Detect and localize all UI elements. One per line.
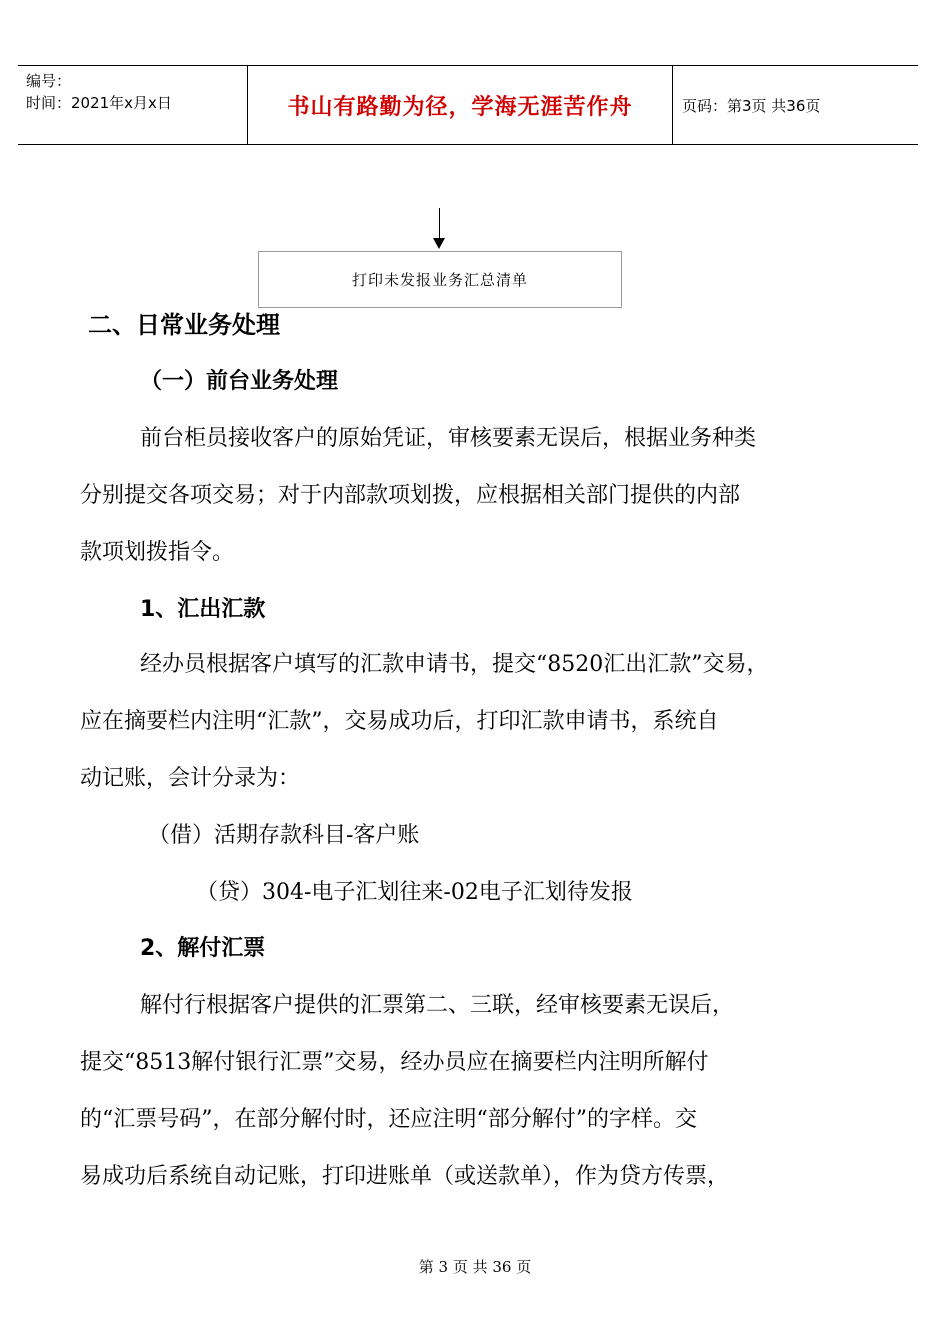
flow-arrow-line [439, 208, 440, 240]
accounting-entry-credit: （贷）304-电子汇划往来-02电子汇划待发报 [196, 880, 633, 905]
paragraph-line: 提交“8513解付银行汇票”交易，经办员应在摘要栏内注明所解付 [80, 1050, 709, 1075]
document-number-label: 编号： [26, 72, 72, 90]
paragraph-line: 应在摘要栏内注明“汇款”，交易成功后，打印汇款申请书，系统自 [80, 709, 719, 734]
header-divider [672, 66, 673, 144]
item-title: 1、汇出汇款 [140, 597, 266, 622]
paragraph-line: 经办员根据客户填写的汇款申请书，提交“8520汇出汇款”交易， [140, 652, 769, 677]
document-time: 时间：2021年x月x日 [26, 94, 172, 112]
item-title: 2、解付汇票 [140, 936, 266, 961]
flow-box-label: 打印未发报业务汇总清单 [351, 271, 528, 289]
header-motto: 书山有路勤为径，学海无涯苦作舟 [287, 94, 633, 120]
flow-arrow-head [433, 238, 445, 249]
paragraph-line: 易成功后系统自动记账，打印进账单（或送款单），作为贷方传票， [80, 1164, 730, 1189]
paragraph-line: 分别提交各项交易；对于内部款项划拨，应根据相关部门提供的内部 [80, 483, 741, 508]
paragraph-line: 的“汇票号码”，在部分解付时，还应注明“部分解付”的字样。交 [80, 1107, 697, 1132]
paragraph-line: 动记账，会计分录为： [80, 766, 301, 791]
accounting-entry-debit: （借）活期存款科目-客户账 [148, 823, 420, 848]
flow-box [258, 251, 622, 308]
page-header [18, 65, 918, 145]
section-title: 二、日常业务处理 [88, 311, 280, 339]
header-page-info: 页码：第3页 共36页 [682, 96, 821, 115]
page-footer: 第 3 页 共 36 页 [418, 1258, 532, 1276]
header-meta [26, 70, 172, 114]
paragraph-line: 解付行根据客户提供的汇票第二、三联，经审核要素无误后， [140, 993, 735, 1018]
paragraph-line: 款项划拨指令。 [80, 540, 235, 565]
paragraph-line: 前台柜员接收客户的原始凭证，审核要素无误后，根据业务种类 [140, 426, 757, 451]
subsection-title: （一）前台业务处理 [140, 369, 339, 394]
